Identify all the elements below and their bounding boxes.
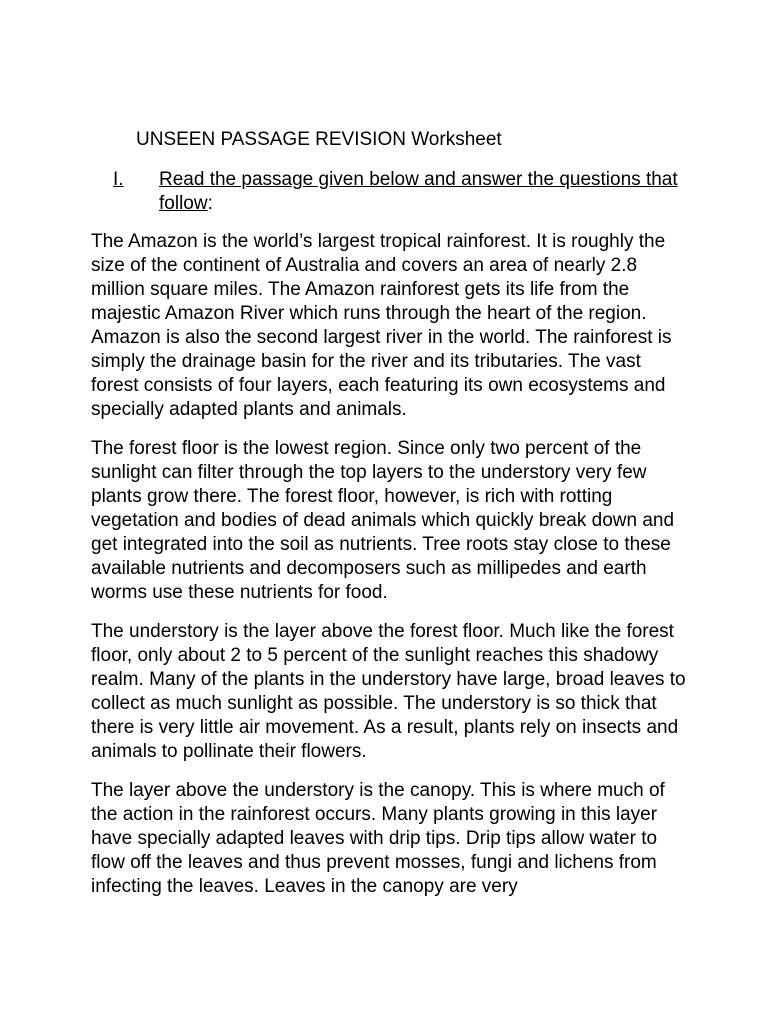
instruction (113, 168, 683, 216)
paragraph: The Amazon is the world’s largest tropical rainforest. It is roughly the size of the continent of Australia and covers an area of nearly 2.8 million square miles. The Amazon rainforest gets its life from the majestic Amazon River which runs through the heart of the region. Amazon is also the second largest river in the world. The rainforest is simply the drainage basin for the river and its tributaries. The vast forest consists of four layers, each featuring its own ecosystems and specially adapted plants and animals. (91, 231, 672, 420)
paragraph: The layer above the understory is the canopy. This is where much of the action in the rainforest occurs. Many plants growing in this layer have specially adapted leaves with drip tips. Drip tips allow water to flow off the leaves and thus prevent mosses, fungi and lichens from infecting the leaves. Leaves in the canopy are very (91, 780, 665, 897)
instruction-text-tail: : (207, 193, 213, 214)
instruction-text (159, 168, 683, 216)
instruction-number: I. (113, 169, 124, 190)
paragraph: The understory is the layer above the forest floor. Much like the forest floor, only about 2 to 5 percent of the sunlight reaches this shadowy realm. Many of the plants in the understory have large, broad leaves to collect as much sunlight as possible. The understory is so thick that there is very little air movement. As a result, plants rely on insects and animals to pollinate their flowers. (91, 621, 686, 762)
instruction-text-underlined: Read the passage given below and answer the questions that follow (159, 169, 678, 214)
passage (91, 230, 691, 914)
page-title: UNSEEN PASSAGE REVISION Worksheet (136, 129, 502, 150)
paragraph: The forest floor is the lowest region. Since only two percent of the sunlight can filter through the top layers to the understory very few plants grow there. The forest floor, however, is rich with rotting vegetation and bodies of dead animals which quickly break down and get integrated into the soil as nutrients. Tree roots stay close to these available nutrients and decomposers such as millipedes and earth worms use these nutrients for food. (91, 438, 675, 603)
